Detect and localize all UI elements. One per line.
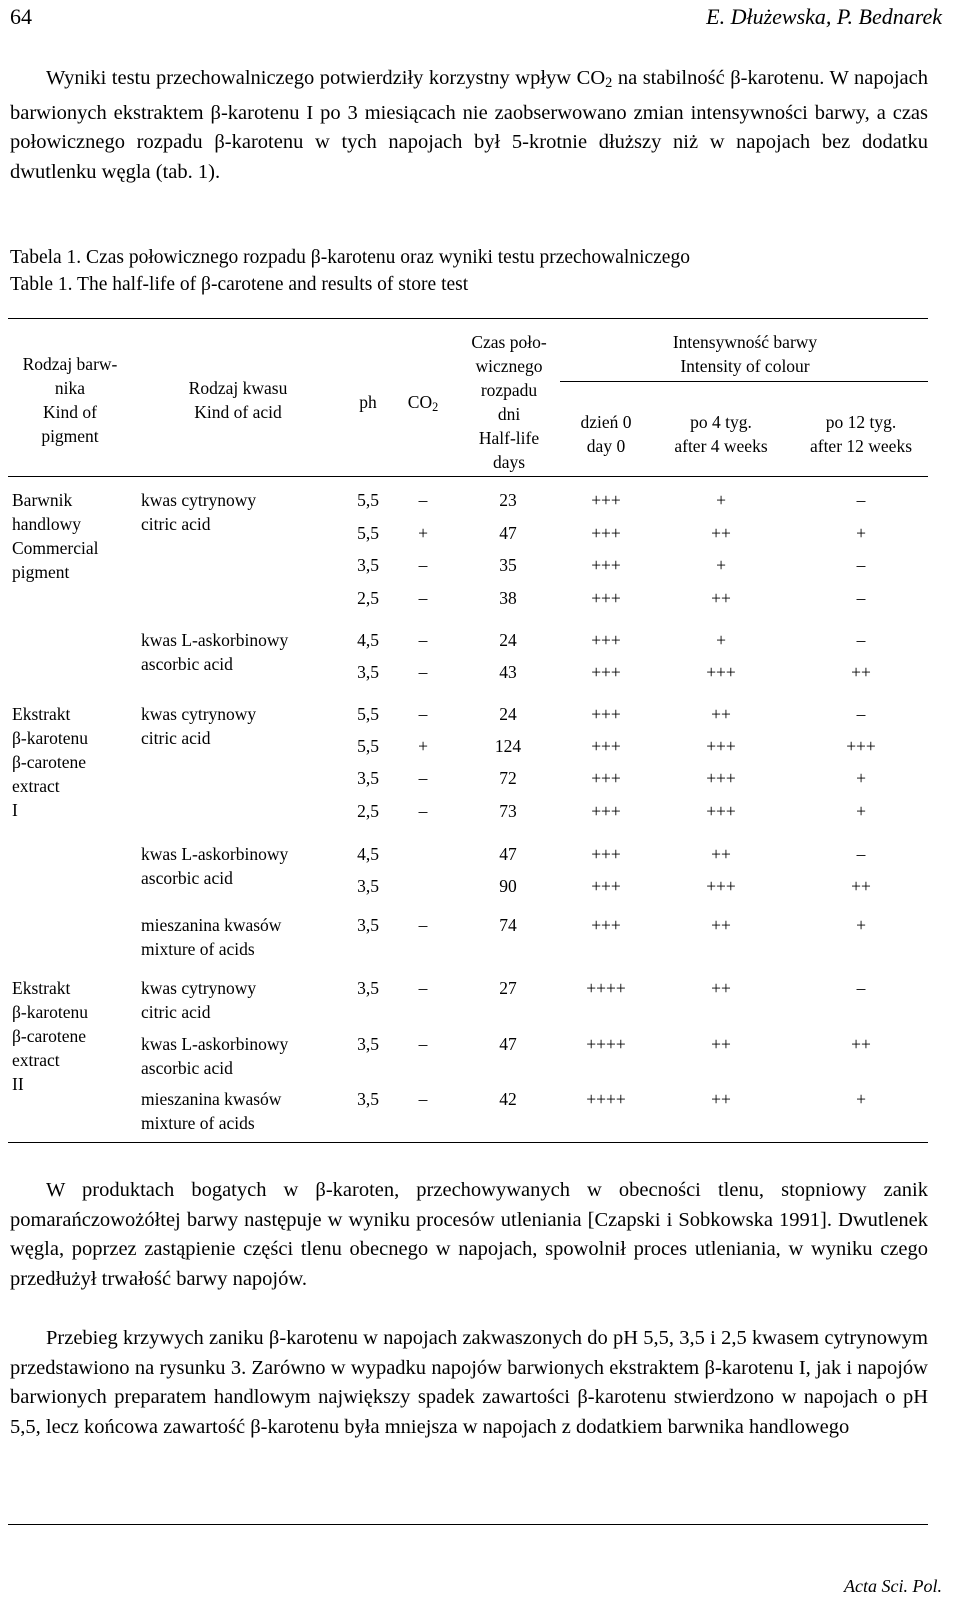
cell-halflife: 47 <box>499 844 517 864</box>
cell-ph: 5,5 <box>357 490 379 510</box>
cell-12weeks: – <box>856 844 866 864</box>
pigment-group-label: β-carotene <box>12 752 86 772</box>
cell-12weeks: +++ <box>846 736 876 756</box>
header-day0-line: day 0 <box>586 436 626 456</box>
cell-day0: ++++ <box>586 978 626 998</box>
cell-4weeks: + <box>716 490 726 510</box>
page-number: 64 <box>10 4 32 29</box>
header-4weeks-line: po 4 tyg. <box>690 412 752 432</box>
acid-label: mieszanina kwasów <box>141 915 282 935</box>
cell-12weeks: + <box>856 801 866 821</box>
cell-day0: +++ <box>591 736 621 756</box>
cell-4weeks: + <box>716 630 726 650</box>
cell-halflife: 24 <box>499 630 517 650</box>
acid-label: kwas L-askorbinowy <box>141 1034 289 1054</box>
header-12weeks-line: po 12 tyg. <box>825 412 897 432</box>
cell-12weeks: – <box>856 978 866 998</box>
cell-co2: – <box>418 801 428 821</box>
header-pigment-line: Rodzaj barw- <box>22 354 118 374</box>
cell-4weeks: +++ <box>706 662 736 682</box>
cell-ph: 5,5 <box>357 736 379 756</box>
acid-label: kwas L-askorbinowy <box>141 844 289 864</box>
intensity-rule <box>560 381 928 382</box>
body-paragraph-2-text: Przebieg krzywych zaniku β-karotenu w napojach zakwaszonych do pH 5,5, 3,5 i 2,5 kwasem cytrynowym przedstawiono na rysunku 3. Zarówno w wypadku napojów barwionych ekstraktem β-karotenu I, jak i napojów barwionych preparatem handlowym największy spadek zawartości β-karotenu stwierdzono w napojach o pH 5,5, lecz końcowa zawartość β-karotenu była mniejsza w napojach z dodatkiem barwnika handlowego <box>10 1327 928 1438</box>
header-halflife-line: days <box>492 452 526 472</box>
acid-label: mixture of acids <box>141 939 255 959</box>
cell-4weeks: +++ <box>706 801 736 821</box>
header-pigment-line: pigment <box>41 426 99 446</box>
cell-co2: – <box>418 1034 428 1054</box>
intro-paragraph <box>10 64 928 187</box>
cell-halflife: 43 <box>499 662 517 682</box>
header-acid-line: Rodzaj kwasu <box>188 378 288 398</box>
cell-day0: +++ <box>591 844 621 864</box>
cell-halflife: 74 <box>499 915 517 935</box>
cell-4weeks: ++ <box>711 523 731 543</box>
cell-4weeks: +++ <box>706 768 736 788</box>
cell-day0: +++ <box>591 630 621 650</box>
cell-co2: – <box>418 978 428 998</box>
header-acid-line: Kind of acid <box>194 402 282 422</box>
cell-12weeks: – <box>856 555 866 575</box>
cell-ph: 5,5 <box>357 704 379 724</box>
pigment-group-label: Ekstrakt <box>12 704 71 724</box>
cell-ph: 5,5 <box>357 523 379 543</box>
header-halflife-line: wicznego <box>475 356 543 376</box>
acid-label: kwas cytrynowy <box>141 704 257 724</box>
acid-label: ascorbic acid <box>141 654 233 674</box>
cell-4weeks: + <box>716 555 726 575</box>
cell-12weeks: ++ <box>851 876 871 896</box>
cell-ph: 3,5 <box>357 555 379 575</box>
acid-label: kwas L-askorbinowy <box>141 630 289 650</box>
cell-12weeks: + <box>856 523 866 543</box>
cell-co2: – <box>418 768 428 788</box>
acid-label: ascorbic acid <box>141 1058 233 1078</box>
cell-4weeks: ++ <box>711 915 731 935</box>
cell-day0: +++ <box>591 768 621 788</box>
pigment-group-label: β-carotene <box>12 1026 86 1046</box>
pigment-group-label: II <box>12 1074 24 1094</box>
cell-day0: +++ <box>591 915 621 935</box>
cell-day0: +++ <box>591 523 621 543</box>
cell-day0: +++ <box>591 490 621 510</box>
header-halflife-line: Half-life <box>478 428 540 448</box>
cell-4weeks: ++ <box>711 978 731 998</box>
body-paragraph-2 <box>10 1324 928 1442</box>
acid-label: mieszanina kwasów <box>141 1089 282 1109</box>
pigment-group-label: extract <box>12 776 60 796</box>
cell-day0: ++++ <box>586 1089 626 1109</box>
cell-co2: – <box>418 588 428 608</box>
cell-day0: ++++ <box>586 1034 626 1054</box>
intro-line1: Wyniki testu przechowalniczego potwierdziły korzystny wpływ CO <box>46 67 606 89</box>
cell-halflife: 42 <box>499 1089 517 1109</box>
cell-halflife: 90 <box>499 876 517 896</box>
cell-ph: 3,5 <box>357 662 379 682</box>
acid-label: kwas cytrynowy <box>141 490 257 510</box>
pigment-group-label: extract <box>12 1050 60 1070</box>
cell-day0: +++ <box>591 801 621 821</box>
cell-co2: – <box>418 630 428 650</box>
header-4weeks-line: after 4 weeks <box>674 436 768 456</box>
acid-label: mixture of acids <box>141 1113 255 1133</box>
cell-12weeks: + <box>856 915 866 935</box>
header-intensity-line: Intensywność barwy <box>672 332 818 352</box>
running-head: E. Dłużewska, P. Bednarek <box>706 4 942 29</box>
header-day0-line: dzień 0 <box>580 412 632 432</box>
acid-label: citric acid <box>141 514 211 534</box>
cell-ph: 3,5 <box>357 915 379 935</box>
header-ph: ph <box>359 392 377 412</box>
pigment-group-label: β-karotenu <box>12 1002 88 1022</box>
cell-12weeks: ++ <box>851 1034 871 1054</box>
header-halflife-line: Czas poło- <box>471 332 547 352</box>
header-co2: $CO_2$ <box>407 392 439 414</box>
cell-12weeks: + <box>856 768 866 788</box>
cell-co2: – <box>418 662 428 682</box>
cell-day0: +++ <box>591 662 621 682</box>
cell-ph: 3,5 <box>357 768 379 788</box>
cell-halflife: 35 <box>499 555 517 575</box>
cell-4weeks: ++ <box>711 844 731 864</box>
cell-12weeks: – <box>856 490 866 510</box>
cell-12weeks: – <box>856 630 866 650</box>
cell-co2: + <box>418 523 428 543</box>
cell-4weeks: ++ <box>711 1034 731 1054</box>
cell-halflife: 124 <box>494 736 522 756</box>
table-top-rule <box>8 318 928 319</box>
cell-day0: +++ <box>591 704 621 724</box>
cell-halflife: 73 <box>499 801 517 821</box>
intro-co2-sub: 2 <box>605 75 613 91</box>
cell-4weeks: +++ <box>706 876 736 896</box>
cell-halflife: 72 <box>499 768 517 788</box>
cell-ph: 4,5 <box>357 630 379 650</box>
header-halflife-line: dni <box>497 404 521 424</box>
cell-halflife: 23 <box>499 490 517 510</box>
header-intensity-line: Intensity of colour <box>680 356 810 376</box>
cell-ph: 3,5 <box>357 978 379 998</box>
cell-ph: 2,5 <box>357 588 379 608</box>
header-halflife-line: rozpadu <box>480 380 538 400</box>
cell-12weeks: + <box>856 1089 866 1109</box>
cell-halflife: 38 <box>499 588 517 608</box>
acid-label: ascorbic acid <box>141 868 233 888</box>
table-caption-en: Table 1. The half-life of β-carotene and results of store test <box>10 274 469 295</box>
cell-4weeks: ++ <box>711 1089 731 1109</box>
cell-12weeks: – <box>856 704 866 724</box>
intro-line1-end: na stabilność <box>612 67 725 89</box>
pigment-group-label: pigment <box>12 562 70 582</box>
cell-halflife: 24 <box>499 704 517 724</box>
acid-label: kwas cytrynowy <box>141 978 257 998</box>
cell-co2: – <box>418 555 428 575</box>
cell-4weeks: ++ <box>711 588 731 608</box>
header-pigment-line: nika <box>54 378 86 398</box>
intro-rest: β-karotenu. W napojach barwionych ekstraktem β-karotenu I po 3 miesiącach nie zaobserwowano zmian intensywności barwy, a czas połowicznego rozpadu β-karotenu w tych napojach był 5-krotnie dłuższy niż w napojach bez dodatku dwutlenku węgla (tab. 1). <box>10 67 928 183</box>
cell-4weeks: +++ <box>706 736 736 756</box>
acid-label: citric acid <box>141 1002 211 1022</box>
cell-12weeks: ++ <box>851 662 871 682</box>
table-header-rule <box>8 476 928 477</box>
footer-rule <box>8 1524 928 1525</box>
cell-co2: – <box>418 915 428 935</box>
pigment-group-label: handlowy <box>12 514 82 534</box>
pigment-group-label: Ekstrakt <box>12 978 71 998</box>
table-caption-pl: Tabela 1. Czas połowicznego rozpadu β-karotenu oraz wyniki testu przechowalniczego <box>10 247 690 268</box>
pigment-group-label: Barwnik <box>12 490 73 510</box>
journal-footer: Acta Sci. Pol. <box>844 1576 942 1596</box>
cell-ph: 3,5 <box>357 1034 379 1054</box>
cell-co2: – <box>418 704 428 724</box>
cell-ph: 2,5 <box>357 801 379 821</box>
cell-ph: 4,5 <box>357 844 379 864</box>
cell-day0: +++ <box>591 876 621 896</box>
pigment-group-label: Commercial <box>12 538 99 558</box>
cell-halflife: 47 <box>499 1034 517 1054</box>
body-paragraph-1 <box>10 1176 928 1294</box>
cell-day0: +++ <box>591 588 621 608</box>
cell-12weeks: – <box>856 588 866 608</box>
pigment-group-label: I <box>12 800 18 820</box>
cell-halflife: 47 <box>499 523 517 543</box>
body-paragraph-1-text: W produktach bogatych w β-karoten, przechowywanych w obecności tlenu, stopniowy zanik pomarańczowożółtej barwy następuje w wyniku procesów utleniania [Czapski i Sobkowska 1991]. Dwutlenek węgla, poprzez zastąpienie części tlenu obecnego w napojach, spowolnił proces utleniania, w wyniku czego przedłużył trwałość barwy napojów. <box>10 1179 928 1290</box>
cell-co2: – <box>418 1089 428 1109</box>
cell-day0: +++ <box>591 555 621 575</box>
cell-halflife: 27 <box>499 978 517 998</box>
header-pigment-line: Kind of <box>43 402 97 422</box>
pigment-group-label: β-karotenu <box>12 728 88 748</box>
table-bottom-rule <box>8 1142 928 1143</box>
cell-co2: – <box>418 490 428 510</box>
header-12weeks-line: after 12 weeks <box>809 436 913 456</box>
acid-label: citric acid <box>141 728 211 748</box>
cell-4weeks: ++ <box>711 704 731 724</box>
cell-ph: 3,5 <box>357 1089 379 1109</box>
cell-ph: 3,5 <box>357 876 379 896</box>
cell-co2: + <box>418 736 428 756</box>
